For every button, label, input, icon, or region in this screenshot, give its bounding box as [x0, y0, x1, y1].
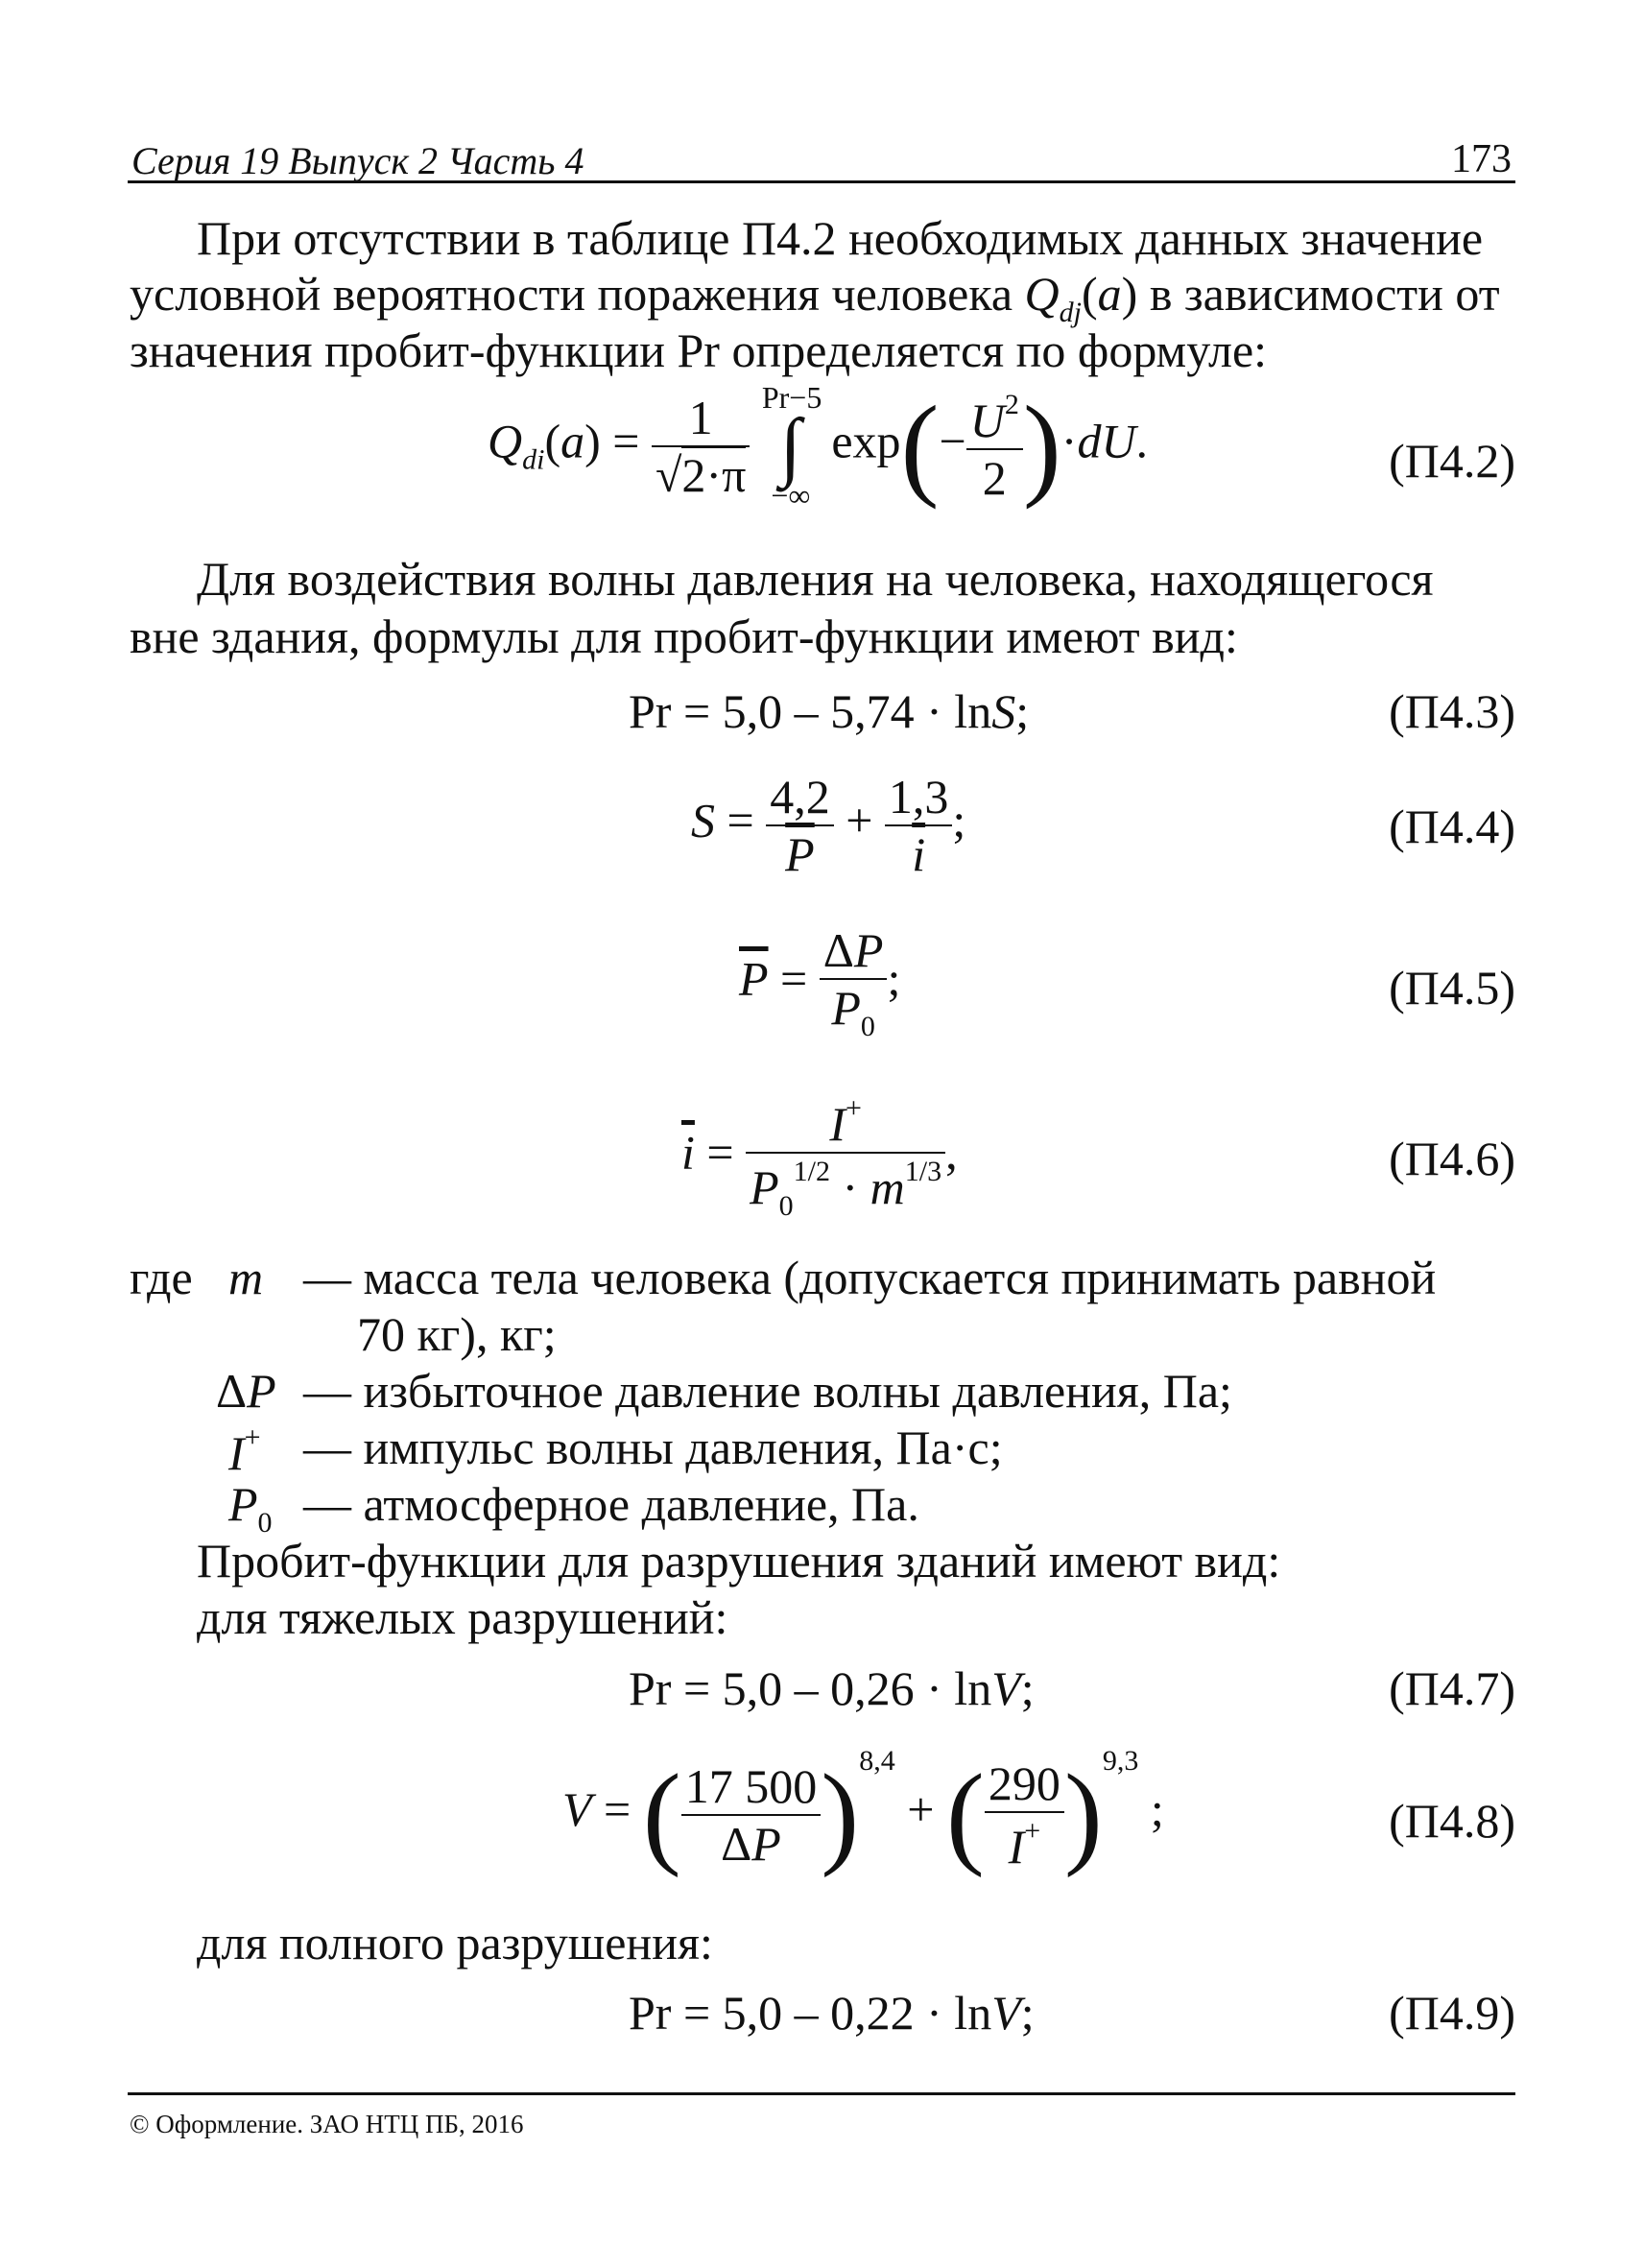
building-line-2: для тяжелых разрушений:: [197, 1590, 728, 1644]
pressure-line-2: вне здания, формулы для пробит-функции имеют вид:: [130, 609, 1238, 663]
eq-number-p4-5: (П4.5): [1389, 961, 1515, 1015]
footer-rule: [128, 2092, 1515, 2095]
page-number: 173: [1451, 137, 1512, 181]
running-header: [128, 131, 1515, 183]
equation-p4-8: V = ( $\frac{17 500}{\Delta P}$ )$^{8,4}$ + ( $\frac{290}{I^+}$ )$^{9,3}$ ;: [562, 1745, 1164, 1878]
definition-dp-text: — избыточное давление волны давления, Па;: [303, 1364, 1232, 1418]
full-destruction-label: для полного разрушения:: [197, 1916, 713, 1970]
equation-p4-5: $\overline{P}$ = $\frac{\Delta P}{P_0}$ ;: [739, 923, 901, 1042]
eq-number-p4-7: (П4.7): [1389, 1661, 1515, 1715]
eq-number-p4-6: (П4.6): [1389, 1132, 1515, 1185]
intro-line-1: При отсутствии в таблице П4.2 необходимых данных значение: [197, 211, 1484, 265]
equation-p4-7: Pr = 5,0 – 0,26 · lnV;: [629, 1661, 1035, 1715]
definition-m-line-2: 70 кг), кг;: [357, 1307, 557, 1361]
eq-number-p4-4: (П4.4): [1389, 800, 1515, 853]
definition-dp-symbol: ΔP: [216, 1364, 276, 1418]
series-title: Серия 19 Выпуск 2 Часть 4: [131, 139, 584, 182]
definition-p0-symbol: $P_0$: [228, 1477, 273, 1539]
eq-number-p4-9: (П4.9): [1389, 1986, 1515, 2040]
equation-p4-4: S = $\frac{4,2}{P}$ + $\frac{1,3}{i}$ ;: [691, 770, 966, 881]
equation-p4-9: Pr = 5,0 – 0,22 · lnV;: [629, 1986, 1035, 2040]
intro-line-3: значения пробит-функции Pr определяется по формуле:: [130, 323, 1268, 377]
equation-p4-2: $Q_{di}(a)$ = $\frac{1}{√2\cdot\pi}$ Pr−5 ∫ −∞ exp(− $\frac{U^2}{2}$ )·dU.: [488, 380, 1149, 513]
eq-number-p4-2: (П4.2): [1389, 434, 1515, 488]
equation-p4-6: $\overline{i}$ = $\frac{I^+}{P_0^{1/2} \cdot m^{1/3}}$ ,: [681, 1092, 958, 1222]
definition-p0-text: — атмосферное давление, Па.: [303, 1477, 919, 1531]
pressure-line-1: Для воздействия волны давления на человека, находящегося: [197, 552, 1434, 606]
equation-p4-3: Pr = 5,0 – 5,74 · lnS;: [629, 684, 1030, 738]
definition-m-line-1: — масса тела человека (допускается принимать равной: [303, 1251, 1437, 1304]
definition-where: где: [130, 1251, 193, 1304]
definition-m-symbol: m: [228, 1251, 264, 1304]
building-line-1: Пробит-функции для разрушения зданий имеют вид:: [197, 1534, 1281, 1588]
intro-line-2: условной вероятности поражения человека $Q_{dj}(a)$ в зависимости от: [130, 267, 1500, 328]
definition-i-symbol: I+: [228, 1421, 261, 1480]
qdj-symbol: $Q_{dj}(a)$: [1024, 267, 1138, 328]
eq-number-p4-8: (П4.8): [1389, 1794, 1515, 1848]
definition-i-text: — импульс волны давления, Па·с;: [303, 1420, 1003, 1474]
eq-number-p4-3: (П4.3): [1389, 684, 1515, 738]
footer-copyright: © Оформление. ЗАО НТЦ ПБ, 2016: [130, 2110, 524, 2138]
